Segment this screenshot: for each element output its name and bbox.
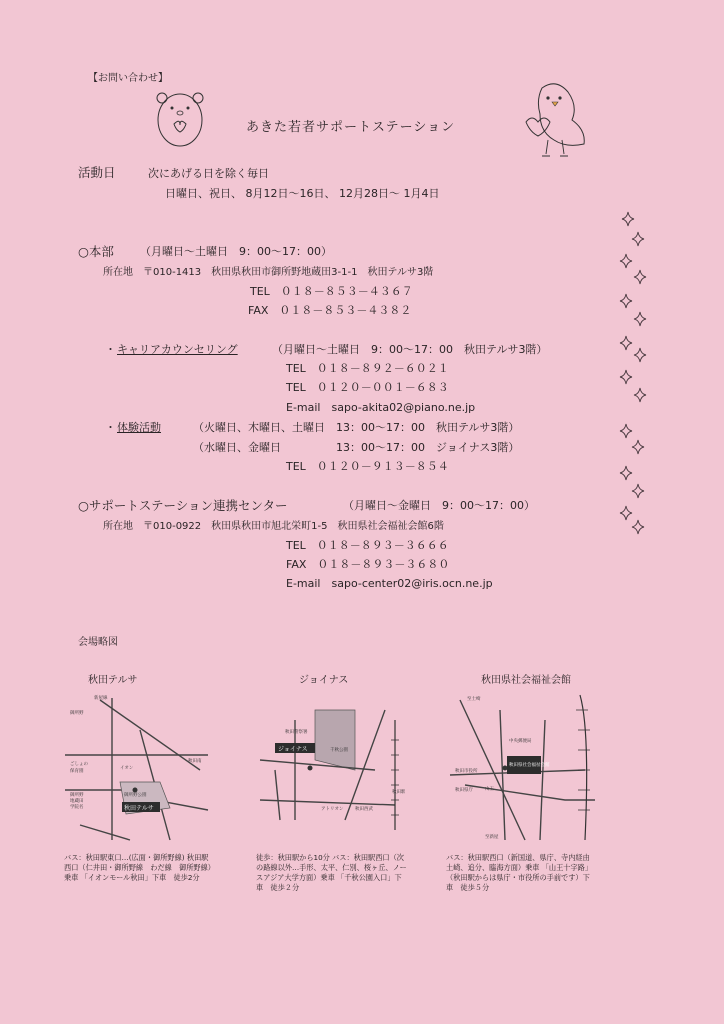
kaikan-caption: バス：秋田駅西口（新国道、県庁、寺内経由 土崎、追分、臨海方面）乗車 「山王十字路」（秋田駅からは県庁・市役所の手前です）下車 徒歩５分 xyxy=(446,853,597,892)
honbu-tel: TEL ０１８－８５３－４３６７ xyxy=(250,285,413,298)
map-label: 学院名 xyxy=(70,805,84,810)
map-label: 山王 xyxy=(485,787,494,792)
sparkle-icon xyxy=(622,212,634,226)
map-label: 至土崎 xyxy=(467,697,481,702)
terusa-map-title: 秋田テルサ xyxy=(88,675,138,686)
sparkle-icon xyxy=(634,348,646,362)
sparkle-icon xyxy=(620,466,632,480)
map-heading: 会場略図 xyxy=(78,637,118,648)
kaikan-tag: 秋田県社会福祉会館 xyxy=(509,763,550,768)
center-address: 所在地 〒010-0922 秋田県秋田市旭北栄町1-5 秋田県社会福祉会館6階 xyxy=(103,521,444,532)
center-hours: （月曜日〜金曜日 9：00〜17：00） xyxy=(343,499,535,512)
map-label: 秋田駅 xyxy=(392,790,405,795)
center-fax: FAX ０１８－８９３－３６８０ xyxy=(286,558,450,571)
taiken-bullet: ・ xyxy=(105,421,116,434)
activity-label: 活動日 xyxy=(78,165,116,180)
map-label: 地蔵田 xyxy=(70,799,84,804)
map-label: 新屋線 xyxy=(94,696,108,701)
career-email: E-mail sapo-akita02@piano.ne.jp xyxy=(286,401,476,414)
map-label: 秋田西武 xyxy=(355,807,373,812)
sparkle-column xyxy=(616,208,652,548)
map-label: 御所野 xyxy=(70,793,84,798)
map-label: アトリオン xyxy=(321,807,344,812)
taiken-schedule-1: （火曜日、木曜日、土曜日 13：00〜17：00 秋田テルサ3階） xyxy=(193,421,520,434)
map-label: 秋田市役所 xyxy=(455,769,478,774)
honbu-title: ○本部 xyxy=(78,244,114,259)
map-label: 御所野公園 xyxy=(124,793,147,798)
taiken-name: 体験活動 xyxy=(117,421,161,434)
joinus-map-title: ジョイナス xyxy=(299,675,349,686)
map-label: 御所野 xyxy=(70,711,84,716)
kaikan-map xyxy=(445,690,605,850)
joinus-caption: 徒歩：秋田駅から10分 バス：秋田駅西口（次の路線以外…手形、太平、仁別、桜ヶ丘、ノースアジア大学方面）乗車 「千秋公園入口」下車 徒歩２分 xyxy=(256,853,407,892)
sparkle-icon xyxy=(632,440,644,454)
career-bullet: ・ xyxy=(105,343,116,356)
map-label: 秋田県庁 xyxy=(455,788,473,793)
sparkle-icon xyxy=(620,370,632,384)
center-email: E-mail sapo-center02@iris.ocn.ne.jp xyxy=(286,577,493,590)
kaikan-map-title: 秋田県社会福祉会館 xyxy=(481,675,571,686)
map-label: 中央郵便局 xyxy=(509,739,532,744)
sparkle-icon xyxy=(620,254,632,268)
sparkle-icon xyxy=(620,294,632,308)
sparkle-icon xyxy=(632,484,644,498)
terusa-map xyxy=(60,690,210,850)
sparkle-icon xyxy=(634,270,646,284)
map-label: 保育園 xyxy=(70,769,84,774)
honbu-hours: （月曜日〜土曜日 9：00〜17：00） xyxy=(140,245,332,258)
sparkle-icon xyxy=(634,388,646,402)
terusa-tag: 秋田テルサ xyxy=(124,805,154,812)
honbu-address: 所在地 〒010-1413 秋田県秋田市御所野地蔵田3-1-1 秋田テルサ3階 xyxy=(103,267,434,278)
map-label: 千秋公園 xyxy=(330,748,348,753)
org-name: あきた若者サポートステーション xyxy=(246,120,456,135)
center-tel: TEL ０１８－８９３－３６６６ xyxy=(286,539,449,552)
map-label: イオン xyxy=(120,766,134,771)
sparkle-icon xyxy=(620,336,632,350)
career-tel2: TEL ０１２０－００１－６８３ xyxy=(286,381,449,394)
career-hours: （月曜日〜土曜日 9：00〜17：00 秋田テルサ3階） xyxy=(272,343,548,356)
bear-mascot-icon xyxy=(150,86,210,150)
joinus-map xyxy=(255,700,405,850)
sparkle-icon xyxy=(634,312,646,326)
career-tel1: TEL ０１８－８９２－６０２１ xyxy=(286,362,449,375)
map-label: 秋田南 xyxy=(188,759,202,764)
bird-mascot-icon xyxy=(522,78,592,162)
map-label: 至新屋 xyxy=(485,835,499,840)
sparkle-icon xyxy=(620,506,632,520)
map-label: 秋田警察署 xyxy=(285,730,308,735)
inquiry-label: 【お問い合わせ】 xyxy=(88,73,168,84)
taiken-schedule-2: （水曜日、金曜日 13：00〜17：00 ジョイナス3階） xyxy=(193,441,520,454)
sparkle-icon xyxy=(632,232,644,246)
taiken-tel: TEL ０１２０－９１３－８５４ xyxy=(286,460,449,473)
sparkle-icon xyxy=(632,520,644,534)
sparkle-icon xyxy=(620,424,632,438)
honbu-fax: FAX ０１８－８５３－４３８２ xyxy=(248,304,412,317)
activity-line1: 次にあげる日を除く毎日 xyxy=(148,167,269,180)
joinus-tag: ジョイナス xyxy=(278,746,308,753)
terusa-caption: バス：秋田駅東口…(広面・御所野線) 秋田駅西口（仁井田・御所野線 わだ線 御所野線）乗車 「イオンモール秋田」下車 徒歩2分 xyxy=(64,853,212,882)
map-label: ごしょの xyxy=(70,762,88,767)
activity-line2: 日曜日、祝日、 8月12日〜16日、 12月28日〜 1月4日 xyxy=(165,187,440,200)
career-name: キャリアカウンセリング xyxy=(117,343,238,356)
center-title: ○サポートステーション連携センター xyxy=(78,498,288,513)
